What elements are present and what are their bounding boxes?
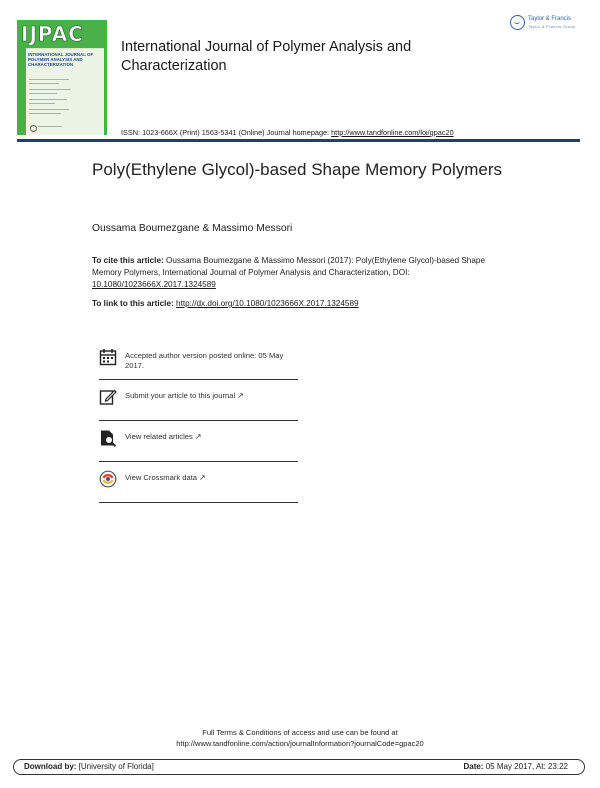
terms-url-link[interactable]: http://www.tandfonline.com/action/journalInformation?journalCode=gpac20 [176,739,424,748]
cover-line [29,79,69,80]
terms-notice [140,727,460,749]
item-divider [99,502,298,503]
article-link-label: To link to this article: [92,299,177,308]
article-authors: Oussama Boumezgane & Massimo Messori [92,223,293,234]
citation-block [92,255,512,291]
cover-line [29,93,57,94]
article-doi-link[interactable]: http://dx.doi.org/10.1080/1023666X.2017.1324589 [176,299,359,308]
item-divider [99,420,298,421]
download-date-value: 05 May 2017, At: 23:22 [483,762,568,771]
related-articles-link[interactable]: View related articles [125,432,193,441]
cover-title: INTERNATIONAL JOURNAL OF POLYMER ANALYSIS AND CHARACTERIZATION [28,52,94,67]
citation-label: To cite this article: [92,256,164,265]
crossmark-icon [99,470,117,488]
cover-line [38,126,62,127]
journal-homepage-link[interactable]: http://www.tandfonline.com/loi/gpac20 [331,128,454,137]
submit-article-link[interactable]: Submit your article to this journal [125,391,236,400]
external-link-icon: ↗ [199,473,206,482]
article-link-line [92,299,359,308]
publisher-logo-subtext: Taylor & Francis Group [528,23,576,29]
cover-line [29,109,69,110]
cover-logo: IJPAC [21,22,84,46]
article-title: Poly(Ethylene Glycol)-based Shape Memory Polymers [92,160,503,179]
search-document-icon [99,429,117,447]
edit-icon [99,388,117,406]
calendar-icon [99,348,117,366]
issn-line [121,128,454,137]
item-divider [99,379,298,380]
journal-title: International Journal of Polymer Analysis and Characterization [121,39,412,74]
download-info-bar [13,759,585,775]
external-link-icon: ↗ [237,391,244,400]
download-date-label: Date: [463,762,484,771]
cover-line [29,83,59,84]
publisher-logo [510,15,576,30]
issn-text: ISSN: 1023-666X (Print) 1563-5341 (Online) Journal homepage: [121,128,332,137]
cover-line [29,113,61,114]
citation-doi-link[interactable]: 10.1080/1023666X.2017.1324589 [92,280,216,289]
cover-line [29,99,67,100]
cover-line [29,89,71,90]
publisher-logo-text: Taylor & Francis [528,15,572,22]
header-divider [17,139,580,142]
download-date [463,762,568,771]
citation-text: Oussama Boumezgane & Massimo Messori (2017): Poly(Ethylene Glycol)-based Shape Memory Polymers, International Journal of Polymer Analysis and Characterization, DOI: [92,256,486,277]
accepted-version-text: Accepted author version posted online: 05 May 2017. [125,351,284,370]
cover-publisher-mark [30,125,37,132]
journal-cover-image [17,20,107,135]
crossmark-link[interactable]: View Crossmark data [125,473,198,482]
cover-line [29,103,55,104]
cover-panel [26,48,104,135]
external-link-icon: ↗ [194,432,202,441]
downloaded-by-label: Download by: [24,762,77,771]
terms-text: Full Terms & Conditions of access and use can be found at [202,728,398,737]
downloaded-by [24,762,154,771]
item-divider [99,461,298,462]
downloaded-by-value: [University of Florida] [76,762,154,771]
publisher-logo-icon [510,15,525,30]
